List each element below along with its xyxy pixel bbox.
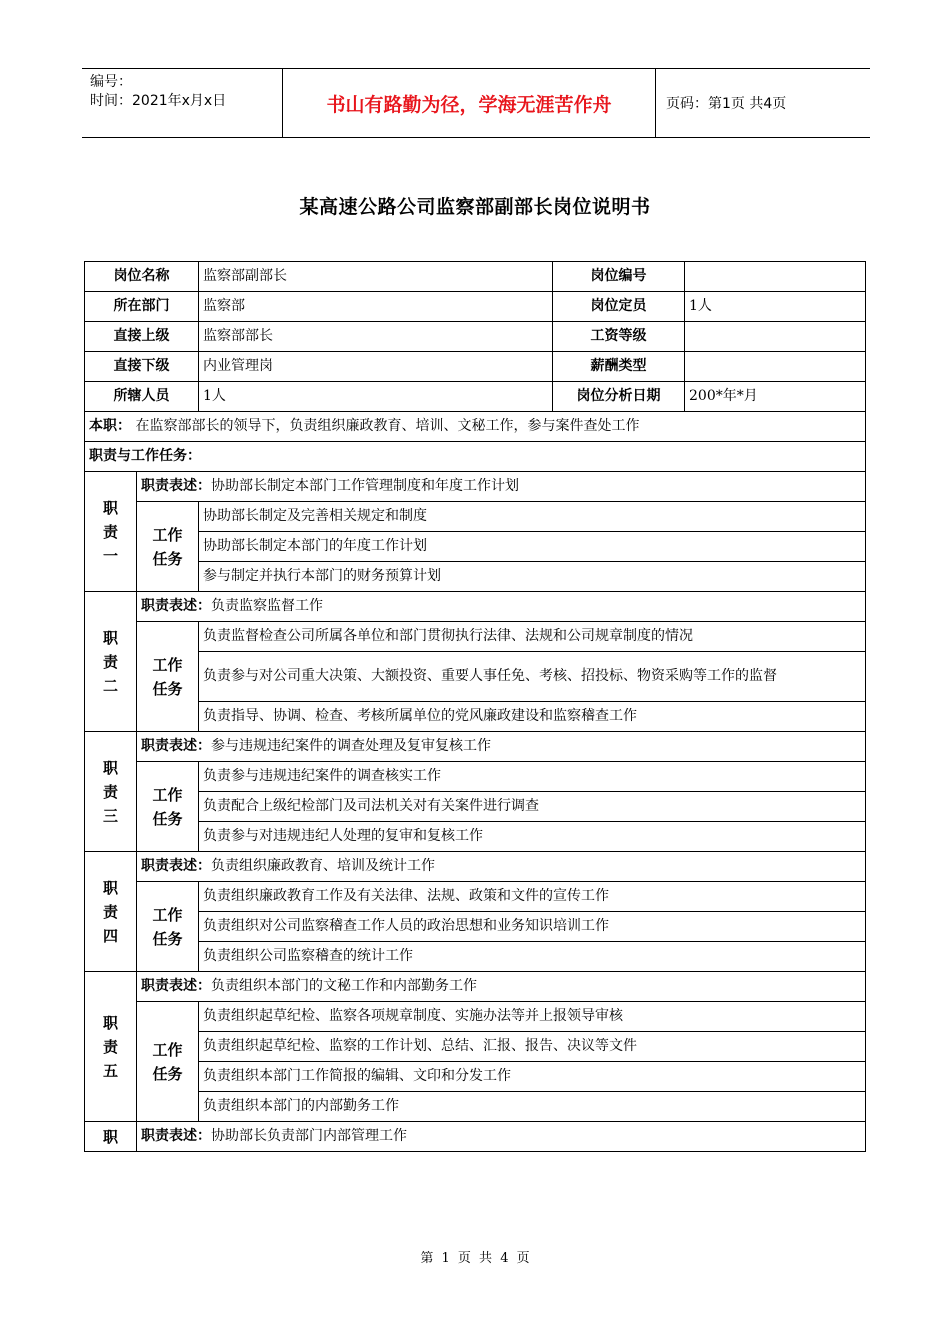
task-label	[137, 762, 199, 852]
job-description-table	[84, 261, 866, 1152]
info-row	[85, 352, 866, 382]
duty-statement	[137, 592, 866, 622]
task-row	[85, 652, 866, 702]
job-name-label: 岗位名称	[85, 262, 199, 292]
task-item: 负责配合上级纪检部门及司法机关对有关案件进行调查	[199, 792, 866, 822]
grade-label: 工资等级	[553, 322, 685, 352]
duty-statement	[137, 1122, 866, 1152]
duty-statement-row	[85, 732, 866, 762]
statement-text: 负责组织廉政教育、培训及统计工作	[211, 858, 435, 874]
quota-label: 岗位定员	[553, 292, 685, 322]
duty-statement	[137, 852, 866, 882]
duty-label-char: 责	[102, 522, 118, 541]
statement-text: 协助部长负责部门内部管理工作	[211, 1128, 407, 1144]
task-row	[85, 822, 866, 852]
duty-label-char: 一	[102, 546, 118, 565]
task-label	[137, 502, 199, 592]
task-label-line: 任务	[152, 1064, 183, 1083]
duty-label	[85, 852, 137, 972]
duties-header: 职责与工作任务：	[85, 442, 866, 472]
duty-label-char: 职	[102, 1013, 118, 1032]
task-label-line: 任务	[152, 679, 183, 698]
duty-label-char: 职	[102, 878, 118, 897]
core-duty-row	[85, 412, 866, 442]
task-item: 负责组织对公司监察稽查工作人员的政治思想和业务知识培训工作	[199, 912, 866, 942]
task-item: 负责参与违规违纪案件的调查核实工作	[199, 762, 866, 792]
pay-type-label: 薪酬类型	[553, 352, 685, 382]
duty-statement-row	[85, 852, 866, 882]
task-row	[85, 792, 866, 822]
statement-text: 负责监察监督工作	[211, 598, 323, 614]
pay-type-value	[685, 352, 866, 382]
task-label	[137, 1002, 199, 1122]
task-item: 负责组织起草纪检、监察各项规章制度、实施办法等并上报领导审核	[199, 1002, 866, 1032]
duty-label-char: 责	[102, 782, 118, 801]
task-row	[85, 1032, 866, 1062]
time-label: 时间：2021年x月x日	[90, 93, 227, 109]
statement-label: 职责表述：	[141, 978, 211, 994]
task-row	[85, 1002, 866, 1032]
task-item: 负责组织公司监察稽查的统计工作	[199, 942, 866, 972]
duty-label-char: 二	[102, 676, 118, 695]
duty-statement-row	[85, 1122, 866, 1152]
task-label-line: 任务	[152, 549, 183, 568]
task-row	[85, 882, 866, 912]
task-item: 参与制定并执行本部门的财务预算计划	[199, 562, 866, 592]
task-row	[85, 562, 866, 592]
dept-value: 监察部	[199, 292, 553, 322]
page-footer: 第 1 页 共 4 页	[420, 1251, 530, 1266]
duty-label-char: 五	[102, 1061, 118, 1080]
task-row	[85, 622, 866, 652]
job-no-value	[685, 262, 866, 292]
task-row	[85, 502, 866, 532]
job-name-value: 监察部副部长	[199, 262, 553, 292]
statement-label: 职责表述：	[141, 1128, 211, 1144]
info-row	[85, 322, 866, 352]
task-row	[85, 762, 866, 792]
duty-label-char: 四	[102, 926, 118, 945]
task-label-line: 工作	[152, 1040, 183, 1059]
task-item: 负责组织本部门工作简报的编辑、文印和分发工作	[199, 1062, 866, 1092]
core-duty-text: 在监察部部长的领导下，负责组织廉政教育、培训、文秘工作，参与案件查处工作	[135, 418, 640, 434]
superior-value: 监察部部长	[199, 322, 553, 352]
statement-text: 参与违规违纪案件的调查处理及复审复核工作	[211, 738, 491, 754]
statement-label: 职责表述：	[141, 738, 211, 754]
info-row	[85, 262, 866, 292]
duty-label	[85, 472, 137, 592]
core-duty-cell	[85, 412, 866, 442]
task-label	[137, 882, 199, 972]
statement-label: 职责表述：	[141, 478, 211, 494]
task-label-line: 工作	[152, 655, 183, 674]
duty-label	[85, 972, 137, 1122]
duty-label-char: 责	[102, 902, 118, 921]
task-label-line: 工作	[152, 525, 183, 544]
task-item: 协助部长制定及完善相关规定和制度	[199, 502, 866, 532]
task-item: 负责参与对违规违纪人处理的复审和复核工作	[199, 822, 866, 852]
duty-label-char: 责	[102, 1037, 118, 1056]
number-label: 编号：	[90, 74, 132, 90]
duty-statement	[137, 472, 866, 502]
task-label-line: 任务	[152, 809, 183, 828]
duty-label-char: 职	[102, 628, 118, 647]
info-row	[85, 382, 866, 412]
task-label	[137, 622, 199, 732]
duty-label-char: 职	[102, 758, 118, 777]
analysis-date-label: 岗位分析日期	[553, 382, 685, 412]
task-label-line: 任务	[152, 929, 183, 948]
task-item: 负责指导、协调、检查、考核所属单位的党风廉政建设和监察稽查工作	[199, 702, 866, 732]
grade-value	[685, 322, 866, 352]
task-label-line: 工作	[152, 905, 183, 924]
duty-label-char: 职	[102, 1127, 118, 1146]
task-item: 负责参与对公司重大决策、大额投资、重要人事任免、考核、招投标、物资采购等工作的监督	[199, 652, 866, 702]
subordinate-value: 内业管理岗	[199, 352, 553, 382]
staff-label: 所辖人员	[85, 382, 199, 412]
task-row	[85, 702, 866, 732]
statement-label: 职责表述：	[141, 598, 211, 614]
duty-label-char: 三	[102, 806, 118, 825]
motto: 书山有路勤为径，学海无涯苦作舟	[282, 69, 656, 137]
duty-statement	[137, 972, 866, 1002]
task-row	[85, 1092, 866, 1122]
task-item: 负责监督检查公司所属各单位和部门贯彻执行法律、法规和公司规章制度的情况	[199, 622, 866, 652]
analysis-date-value: 200*年*月	[685, 382, 866, 412]
page-header	[82, 68, 870, 138]
duty-statement-row	[85, 472, 866, 502]
task-label-line: 工作	[152, 785, 183, 804]
header-meta	[82, 69, 282, 137]
subordinate-label: 直接下级	[85, 352, 199, 382]
duty-statement	[137, 732, 866, 762]
duty-statement-row	[85, 972, 866, 1002]
statement-text: 协助部长制定本部门工作管理制度和年度工作计划	[211, 478, 519, 494]
core-duty-label: 本职：	[89, 418, 131, 434]
duty-label	[85, 1122, 137, 1152]
statement-text: 负责组织本部门的文秘工作和内部勤务工作	[211, 978, 477, 994]
task-row	[85, 942, 866, 972]
duties-header-row	[85, 442, 866, 472]
quota-value: 1人	[685, 292, 866, 322]
task-item: 负责组织廉政教育工作及有关法律、法规、政策和文件的宣传工作	[199, 882, 866, 912]
staff-value: 1人	[199, 382, 553, 412]
task-row	[85, 1062, 866, 1092]
task-item: 负责组织本部门的内部勤务工作	[199, 1092, 866, 1122]
info-row	[85, 292, 866, 322]
duty-label-char: 责	[102, 652, 118, 671]
duty-label-char: 职	[102, 498, 118, 517]
dept-label: 所在部门	[85, 292, 199, 322]
task-row	[85, 912, 866, 942]
duty-label	[85, 732, 137, 852]
superior-label: 直接上级	[85, 322, 199, 352]
task-row	[85, 532, 866, 562]
duty-label	[85, 592, 137, 732]
duty-statement-row	[85, 592, 866, 622]
page-info: 页码：第1页 共4页	[666, 96, 787, 112]
task-item: 协助部长制定本部门的年度工作计划	[199, 532, 866, 562]
statement-label: 职责表述：	[141, 858, 211, 874]
job-no-label: 岗位编号	[553, 262, 685, 292]
document-title: 某高速公路公司监察部副部长岗位说明书	[299, 196, 651, 218]
task-item: 负责组织起草纪检、监察的工作计划、总结、汇报、报告、决议等文件	[199, 1032, 866, 1062]
